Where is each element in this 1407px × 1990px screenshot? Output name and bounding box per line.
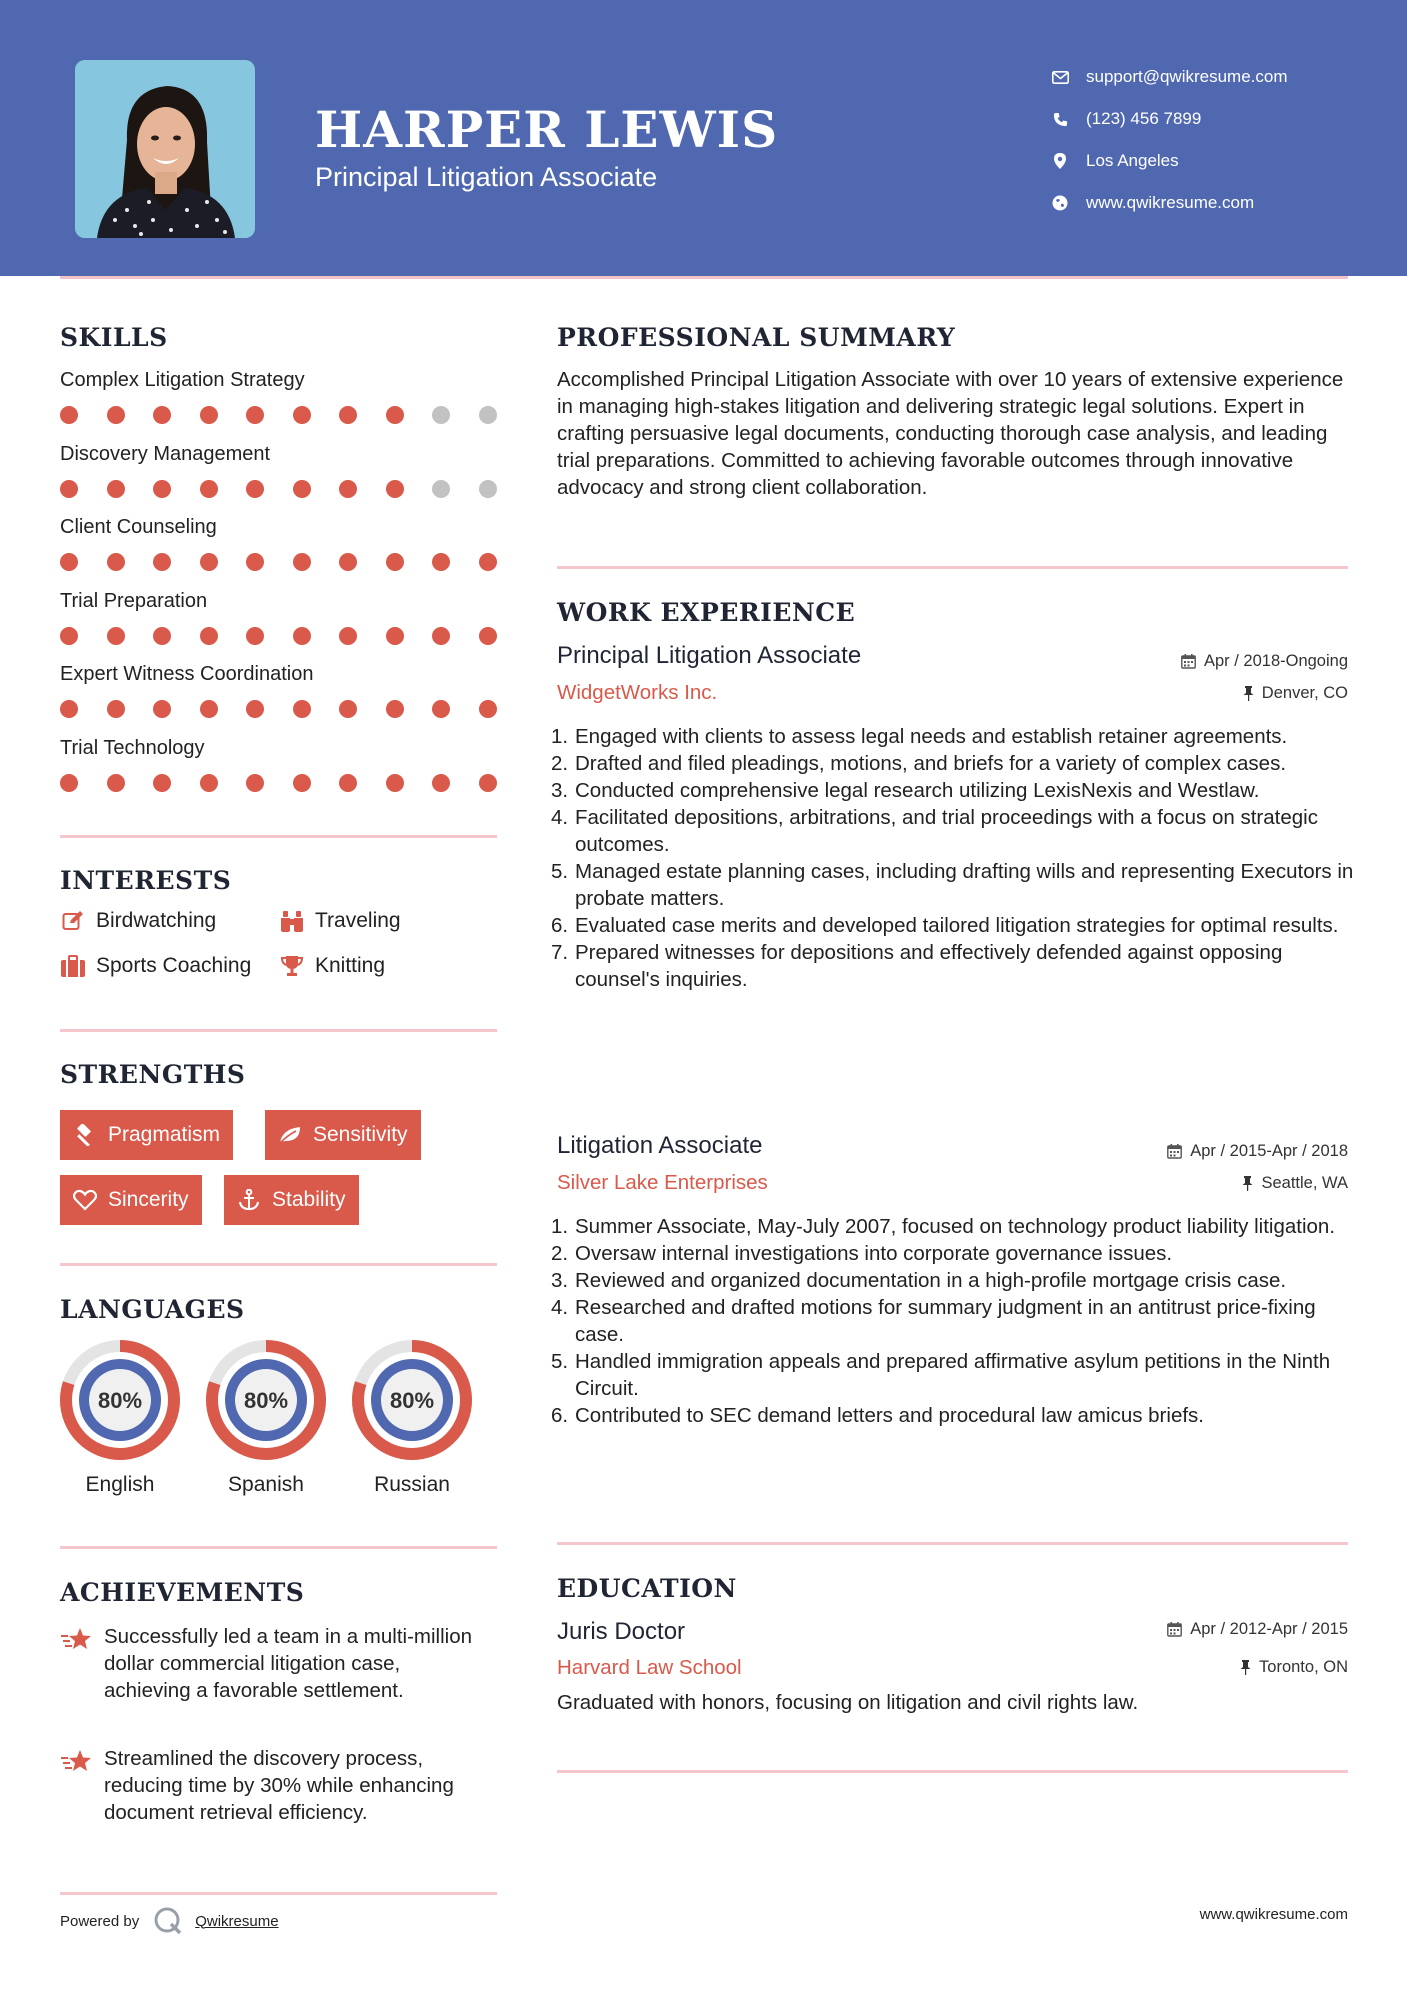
responsibility-item: 6. Evaluated case merits and developed tailored litigation strategies for optimal results.	[551, 914, 1339, 937]
leaf-icon	[277, 1123, 303, 1147]
rating-dot-filled	[200, 406, 218, 424]
section-divider	[557, 566, 1348, 569]
skill-name: Complex Litigation Strategy	[60, 369, 305, 391]
education-dates	[1167, 1620, 1348, 1639]
qwikresume-link[interactable]: Qwikresume	[195, 1912, 279, 1930]
profile-photo	[75, 60, 255, 238]
responsibility-text: Handled immigration appeals and prepared affirmative asylum petitions in the Ninth Circuit.	[575, 1350, 1331, 1400]
rating-dot-filled	[246, 700, 264, 718]
responsibility-item: 3. Reviewed and organized documentation in a high-profile mortgage crisis case.	[551, 1269, 1287, 1292]
rating-dot-filled	[246, 553, 264, 571]
rating-dot-filled	[153, 774, 171, 792]
job-location	[1243, 684, 1348, 703]
company-name: WidgetWorks Inc.	[557, 681, 718, 704]
education-description: Graduated with honors, focusing on litigation and civil rights law.	[557, 1691, 1139, 1714]
responsibility-item: 5. Handled immigration appeals and prepared affirmative asylum petitions in the Ninth Circuit.	[551, 1350, 1331, 1400]
job-dates	[1167, 1142, 1348, 1161]
rating-dot-filled	[153, 480, 171, 498]
language-name: Russian	[374, 1473, 450, 1496]
rating-dot-filled	[153, 700, 171, 718]
calendar-icon	[1167, 1144, 1182, 1159]
achievement-item	[60, 1623, 500, 1704]
heart-icon	[72, 1188, 98, 1212]
skill-name: Trial Preparation	[60, 589, 208, 612]
contact-email-text: support@qwikresume.com	[1086, 67, 1288, 86]
rating-dot-empty	[432, 406, 450, 424]
rating-dot-empty	[479, 480, 497, 498]
gavel-icon	[72, 1123, 98, 1147]
rating-dot-filled	[153, 553, 171, 571]
language-item	[350, 1338, 474, 1497]
education-location-text: Toronto, ON	[1259, 1658, 1348, 1676]
strength-tag	[265, 1110, 421, 1160]
skill-name: Client Counseling	[60, 516, 217, 538]
qwikresume-logo-icon	[153, 1906, 183, 1936]
rating-dot-filled	[293, 774, 311, 792]
edit-icon	[60, 909, 86, 933]
rating-dot-filled	[479, 774, 497, 792]
rating-dot-filled	[432, 627, 450, 645]
rating-dot-filled	[60, 553, 78, 571]
company-name: Silver Lake Enterprises	[557, 1171, 768, 1194]
trophy-icon	[279, 954, 305, 978]
responsibility-text: Researched and drafted motions for summary judgment in an antitrust price-fixing case.	[575, 1296, 1316, 1346]
rating-dot-filled	[293, 700, 311, 718]
responsibility-text: Prepared witnesses for depositions and effectively defended against opposing counsel's inquiries.	[575, 941, 1283, 991]
map-pin-icon	[1050, 151, 1070, 171]
education-dates-text: Apr / 2012-Apr / 2015	[1190, 1620, 1348, 1638]
responsibility-item: 2. Drafted and filed pleadings, motions, and briefs for a variety of complex cases.	[551, 752, 1287, 775]
education-location	[1240, 1658, 1348, 1677]
phone-icon	[1050, 109, 1070, 129]
rating-dot-filled	[200, 774, 218, 792]
interest-label: Traveling	[315, 909, 401, 932]
rating-dot-filled	[339, 627, 357, 645]
rating-dot-filled	[246, 406, 264, 424]
achievement-text: Streamlined the discovery process, reducing time by 30% while enhancing document retrieval efficiency.	[104, 1747, 454, 1824]
rating-dot-filled	[479, 700, 497, 718]
responsibility-text: Summer Associate, May-July 2007, focused on technology product liability litigation.	[575, 1215, 1336, 1238]
powered-by-label: Powered by	[60, 1912, 140, 1930]
section-divider	[60, 835, 497, 838]
job-responsibilities	[551, 1213, 1357, 1429]
job-title: Litigation Associate	[557, 1132, 763, 1159]
rating-dot-filled	[200, 627, 218, 645]
language-item	[204, 1338, 328, 1497]
anchor-icon	[236, 1188, 262, 1212]
contact-phone-text: (123) 456 7899	[1086, 109, 1202, 128]
language-proficiency-ring	[350, 1338, 474, 1462]
star-icon	[60, 1749, 94, 1826]
rating-dot-filled	[339, 480, 357, 498]
contact-location	[1050, 140, 1288, 182]
responsibility-text: Facilitated depositions, arbitrations, and trial proceedings with a focus on strategic outcomes.	[575, 806, 1318, 856]
skill-rating	[60, 700, 525, 718]
section-divider	[60, 1263, 497, 1266]
footer-website[interactable]: www.qwikresume.com	[1199, 1906, 1348, 1923]
rating-dot-filled	[153, 406, 171, 424]
binoculars-icon	[279, 909, 305, 933]
strength-label: Pragmatism	[108, 1123, 221, 1146]
responsibility-item: 3. Conducted comprehensive legal research utilizing LexisNexis and Westlaw.	[551, 779, 1260, 802]
rating-dot-filled	[386, 406, 404, 424]
responsibility-text: Evaluated case merits and developed tailored litigation strategies for optimal results.	[575, 914, 1339, 937]
rating-dot-filled	[479, 627, 497, 645]
pushpin-icon	[1243, 686, 1254, 701]
rating-dot-filled	[293, 627, 311, 645]
strength-tag	[60, 1110, 233, 1160]
rating-dot-filled	[432, 700, 450, 718]
rating-dot-filled	[60, 700, 78, 718]
section-divider	[60, 1546, 497, 1549]
rating-dot-filled	[386, 774, 404, 792]
interests-heading: INTERESTS	[60, 866, 232, 895]
rating-dot-filled	[432, 774, 450, 792]
responsibility-text: Managed estate planning cases, including drafting wills and representing Executors in probate matters.	[575, 860, 1354, 910]
responsibility-item: 6. Contributed to SEC demand letters and procedural law amicus briefs.	[551, 1404, 1204, 1427]
contact-email[interactable]	[1050, 56, 1288, 98]
strength-label: Sincerity	[108, 1188, 189, 1211]
job-location	[1242, 1174, 1348, 1193]
rating-dot-filled	[60, 480, 78, 498]
school-name: Harvard Law School	[557, 1656, 742, 1679]
language-percent: 80%	[243, 1388, 289, 1413]
rating-dot-filled	[200, 700, 218, 718]
skill-rating	[60, 406, 525, 424]
language-name: English	[85, 1473, 155, 1496]
job-responsibilities	[551, 723, 1357, 993]
responsibility-item: 4. Researched and drafted motions for summary judgment in an antitrust price-fixing case.	[551, 1296, 1316, 1346]
rating-dot-filled	[107, 553, 125, 571]
degree-title: Juris Doctor	[557, 1618, 686, 1645]
skill-name: Trial Technology	[60, 736, 205, 759]
section-divider	[60, 1892, 497, 1895]
skill-rating	[60, 627, 525, 645]
section-divider	[60, 1029, 497, 1032]
responsibility-item: 2. Oversaw internal investigations into corporate governance issues.	[551, 1242, 1173, 1265]
interest-label: Sports Coaching	[96, 954, 252, 977]
strength-label: Stability	[272, 1188, 346, 1211]
rating-dot-filled	[386, 700, 404, 718]
rating-dot-filled	[200, 553, 218, 571]
pushpin-icon	[1242, 1176, 1253, 1191]
skill-name: Discovery Management	[60, 442, 271, 465]
rating-dot-filled	[339, 700, 357, 718]
responsibility-text: Drafted and filed pleadings, motions, and briefs for a variety of complex cases.	[575, 752, 1287, 775]
star-icon	[60, 1627, 94, 1704]
contact-website-text: www.qwikresume.com	[1086, 193, 1255, 212]
candidate-role: Principal Litigation Associate	[315, 162, 658, 192]
header-banner	[0, 0, 1407, 276]
strength-tag	[60, 1175, 202, 1225]
interest-item	[279, 909, 401, 933]
skill-rating	[60, 774, 525, 792]
skill-rating	[60, 553, 525, 571]
education-heading: EDUCATION	[557, 1574, 737, 1603]
rating-dot-filled	[107, 774, 125, 792]
responsibility-text: Oversaw internal investigations into corporate governance issues.	[575, 1242, 1173, 1265]
rating-dot-filled	[107, 700, 125, 718]
skill-rating	[60, 480, 525, 498]
rating-dot-filled	[386, 627, 404, 645]
job-location-text: Seattle, WA	[1261, 1174, 1348, 1192]
powered-by	[60, 1906, 279, 1936]
responsibility-text: Reviewed and organized documentation in a high-profile mortgage crisis case.	[575, 1269, 1287, 1292]
skills-heading: SKILLS	[60, 323, 168, 352]
responsibility-item: 4. Facilitated depositions, arbitrations, and trial proceedings with a focus on strategic outcomes.	[551, 806, 1318, 856]
job-dates	[1181, 652, 1348, 671]
responsibility-item: 1. Engaged with clients to assess legal needs and establish retainer agreements.	[551, 725, 1288, 748]
contact-location-text: Los Angeles	[1086, 151, 1179, 170]
responsibility-text: Contributed to SEC demand letters and procedural law amicus briefs.	[575, 1404, 1204, 1427]
languages-heading: LANGUAGES	[60, 1295, 245, 1324]
language-name: Spanish	[228, 1473, 304, 1496]
rating-dot-filled	[432, 553, 450, 571]
rating-dot-filled	[339, 406, 357, 424]
summary-text: Accomplished Principal Litigation Associate with over 10 years of extensive experience in managing high-stakes litigation and delivering strategic legal solutions. Expert in crafting persuasive legal documents, conducting thorough case analysis, and leading trial preparations. Committed to achieving favorable outcomes through innovative advocacy and strong client collaboration.	[557, 368, 1344, 499]
section-divider	[557, 1542, 1348, 1545]
rating-dot-filled	[386, 480, 404, 498]
responsibility-text: Conducted comprehensive legal research utilizing LexisNexis and Westlaw.	[575, 779, 1260, 802]
rating-dot-filled	[246, 480, 264, 498]
achievements-heading: ACHIEVEMENTS	[60, 1578, 305, 1607]
experience-heading: WORK EXPERIENCE	[557, 598, 856, 627]
rating-dot-filled	[339, 774, 357, 792]
rating-dot-filled	[60, 406, 78, 424]
job-title: Principal Litigation Associate	[557, 642, 862, 669]
interest-item	[60, 909, 216, 933]
section-divider	[557, 1770, 1348, 1773]
language-proficiency-ring	[58, 1338, 182, 1462]
language-percent: 80%	[389, 1388, 435, 1413]
strength-label: Sensitivity	[313, 1123, 408, 1146]
rating-dot-filled	[200, 480, 218, 498]
job-dates-text: Apr / 2018-Ongoing	[1203, 652, 1348, 670]
rating-dot-filled	[293, 553, 311, 571]
interest-item	[279, 954, 385, 978]
language-percent: 80%	[97, 1388, 143, 1413]
job-dates-text: Apr / 2015-Apr / 2018	[1190, 1142, 1348, 1160]
rating-dot-empty	[479, 406, 497, 424]
interest-label: Birdwatching	[96, 909, 217, 932]
rating-dot-filled	[246, 627, 264, 645]
rating-dot-filled	[293, 480, 311, 498]
achievement-item	[60, 1745, 500, 1826]
skill-name: Expert Witness Coordination	[60, 663, 314, 685]
contact-block	[1050, 56, 1288, 224]
calendar-icon	[1167, 1622, 1182, 1637]
language-item	[58, 1338, 182, 1497]
responsibility-item: 1. Summer Associate, May-July 2007, focused on technology product liability litigation.	[551, 1215, 1336, 1238]
rating-dot-filled	[107, 406, 125, 424]
interest-item	[60, 954, 251, 978]
rating-dot-filled	[107, 480, 125, 498]
calendar-icon	[1181, 654, 1196, 669]
globe-icon	[1050, 193, 1070, 213]
job-location-text: Denver, CO	[1261, 684, 1348, 702]
candidate-name: HARPER LEWIS	[315, 100, 779, 159]
pushpin-icon	[1240, 1660, 1251, 1675]
rating-dot-filled	[246, 774, 264, 792]
interest-label: Knitting	[315, 954, 386, 977]
achievement-text: Successfully led a team in a multi-million dollar commercial litigation case, achieving a favorable settlement.	[104, 1625, 472, 1702]
strength-tag	[224, 1175, 359, 1225]
language-proficiency-ring	[204, 1338, 328, 1462]
responsibility-item: 7. Prepared witnesses for depositions and effectively defended against opposing counsel's inquiries.	[551, 941, 1283, 991]
header-divider	[60, 276, 1348, 279]
rating-dot-filled	[479, 553, 497, 571]
contact-website[interactable]	[1050, 182, 1288, 224]
rating-dot-filled	[153, 627, 171, 645]
strengths-heading: STRENGTHS	[60, 1060, 246, 1089]
rating-dot-filled	[293, 406, 311, 424]
rating-dot-filled	[386, 553, 404, 571]
summary-heading: PROFESSIONAL SUMMARY	[557, 323, 956, 352]
contact-phone[interactable]	[1050, 98, 1288, 140]
responsibility-text: Engaged with clients to assess legal needs and establish retainer agreements.	[575, 725, 1288, 748]
rating-dot-empty	[432, 480, 450, 498]
responsibility-item: 5. Managed estate planning cases, including drafting wills and representing Executors in probate matters.	[551, 860, 1354, 910]
briefcase-icon	[60, 954, 86, 978]
envelope-icon	[1050, 67, 1070, 87]
rating-dot-filled	[107, 627, 125, 645]
rating-dot-filled	[60, 774, 78, 792]
rating-dot-filled	[60, 627, 78, 645]
rating-dot-filled	[339, 553, 357, 571]
